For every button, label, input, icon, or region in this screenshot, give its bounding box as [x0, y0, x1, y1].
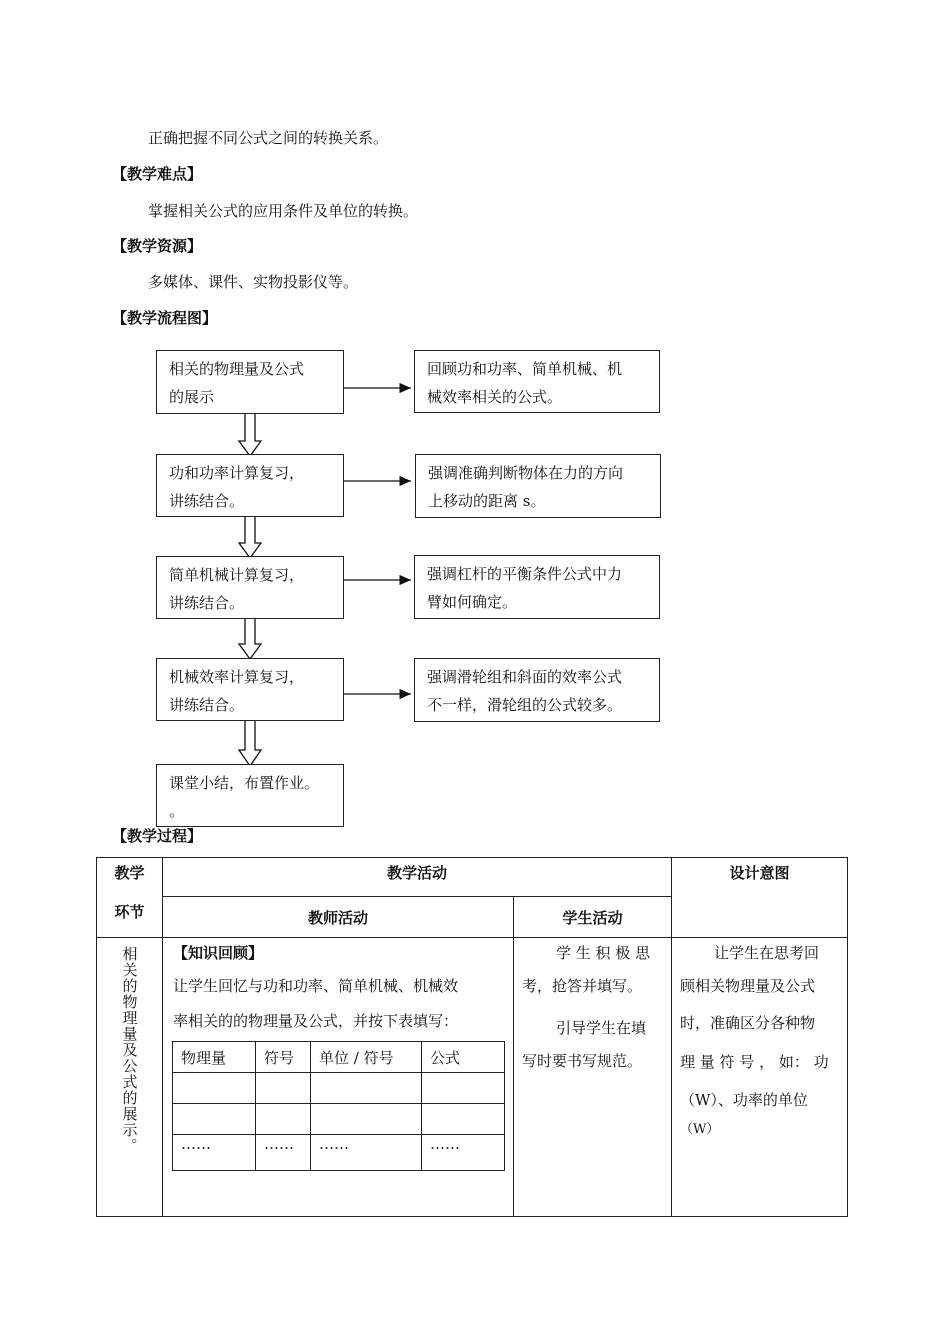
flow-right-1-line1: 回顾功和功率、简单机械、机	[427, 360, 623, 378]
flow-box-right-2	[415, 454, 661, 518]
teacher-cell	[163, 938, 514, 1217]
flow-left-3-line2: 讲练结合。	[169, 594, 245, 612]
fill-header-formula: 公式	[422, 1042, 505, 1073]
arrow-down-1	[239, 408, 261, 456]
fill-in-table	[172, 1041, 505, 1171]
fill-ellipsis: ……	[173, 1135, 256, 1171]
intent-line3: 时，准确区分各种物	[680, 1014, 816, 1032]
activity-header: 教学活动	[163, 858, 672, 897]
fill-ellipsis: ……	[422, 1135, 505, 1171]
student-line3: 引导学生在填	[556, 1019, 647, 1037]
difficulty-heading: 【教学难点】	[112, 165, 203, 183]
intent-line1: 让学生在思考回	[714, 944, 820, 962]
stage-text: 相关的物理量及公式的展示。	[120, 946, 139, 1154]
intent-line6: （W）	[680, 1122, 720, 1137]
flow-left-2-line1: 功和功率计算复习，	[169, 464, 305, 482]
intent-line2: 顾相关物理量及公式	[680, 977, 816, 995]
student-header: 学生活动	[514, 897, 672, 938]
flow-right-2-line2: 上移动的距离 s。	[428, 492, 546, 510]
resources-heading: 【教学资源】	[112, 237, 203, 255]
flow-box-right-1	[414, 350, 660, 413]
flow-box-left-4	[156, 658, 344, 721]
flow-box-left-5	[156, 764, 344, 827]
stage-header-line1: 教学	[114, 864, 145, 882]
arrow-down-3	[239, 613, 261, 659]
flow-box-left-3	[156, 556, 344, 619]
flow-right-4-line2: 不一样，滑轮组的公式较多。	[427, 696, 623, 714]
fill-ellipsis: ……	[256, 1135, 311, 1171]
teacher-line1: 让学生回忆与功和功率、简单机械、机械效	[173, 977, 459, 995]
student-line1: 学 生 积 极 思	[556, 944, 651, 962]
flow-right-3-line1: 强调杠杆的平衡条件公式中力	[427, 565, 623, 583]
resources-text: 多媒体、课件、实物投影仪等。	[148, 273, 359, 291]
stage-header-line2: 环节	[114, 903, 145, 921]
fill-cell[interactable]	[311, 1073, 422, 1104]
flow-left-1-line1: 相关的物理量及公式	[169, 360, 305, 378]
flow-box-right-3	[414, 555, 660, 619]
fill-cell[interactable]	[311, 1104, 422, 1135]
fill-cell[interactable]	[422, 1073, 505, 1104]
fill-header-quantity: 物理量	[173, 1042, 256, 1073]
flow-box-left-1	[156, 350, 344, 414]
intent-line4: 理 量 符 号 ， 如： 功	[680, 1053, 829, 1071]
flow-left-5-line1: 课堂小结，布置作业。	[169, 774, 320, 792]
flow-right-4-line1: 强调滑轮组和斜面的效率公式	[427, 668, 623, 686]
fill-header-symbol: 符号	[256, 1042, 311, 1073]
fill-cell[interactable]	[256, 1104, 311, 1135]
arrow-down-2	[239, 511, 261, 558]
flow-left-5-line2: 。	[169, 802, 185, 820]
difficulty-text: 掌握相关公式的应用条件及单位的转换。	[148, 202, 419, 220]
stage-cell	[97, 938, 163, 1217]
intent-header: 设计意图	[672, 858, 848, 938]
flow-right-1-line2: 械效率相关的公式。	[427, 388, 563, 406]
teacher-title: 【知识回顾】	[173, 944, 264, 962]
process-table	[96, 857, 848, 1217]
flow-right-2-line1: 强调准确判断物体在力的方向	[428, 464, 624, 482]
flow-left-2-line2: 讲练结合。	[169, 492, 245, 510]
fill-header-unit: 单位 / 符号	[311, 1042, 422, 1073]
student-line2: 考，抢答并填写。	[522, 977, 643, 995]
student-cell	[514, 938, 672, 1217]
arrow-down-4	[239, 716, 261, 766]
intent-cell	[672, 938, 848, 1217]
flow-left-1-line2: 的展示	[169, 388, 215, 406]
fill-cell[interactable]	[173, 1073, 256, 1104]
teacher-header: 教师活动	[163, 897, 514, 938]
intro-line: 正确把握不同公式之间的转换关系。	[148, 129, 389, 147]
flow-box-right-4	[414, 658, 660, 722]
process-heading: 【教学过程】	[112, 827, 203, 845]
flow-left-4-line1: 机械效率计算复习，	[169, 668, 305, 686]
flow-left-3-line1: 简单机械计算复习，	[169, 566, 305, 584]
teacher-line2: 率相关的的物理量及公式，并按下表填写：	[173, 1012, 459, 1030]
stage-header	[97, 858, 163, 938]
fill-cell[interactable]	[422, 1104, 505, 1135]
flow-left-4-line2: 讲练结合。	[169, 696, 245, 714]
intent-line5: （W）、功率的单位	[680, 1091, 808, 1109]
fill-cell[interactable]	[256, 1073, 311, 1104]
student-line4: 写时要书写规范。	[522, 1052, 643, 1070]
flow-heading: 【教学流程图】	[112, 309, 218, 327]
fill-ellipsis: ……	[311, 1135, 422, 1171]
flow-box-left-2	[156, 454, 344, 517]
flow-right-3-line2: 臂如何确定。	[427, 593, 518, 611]
fill-cell[interactable]	[173, 1104, 256, 1135]
